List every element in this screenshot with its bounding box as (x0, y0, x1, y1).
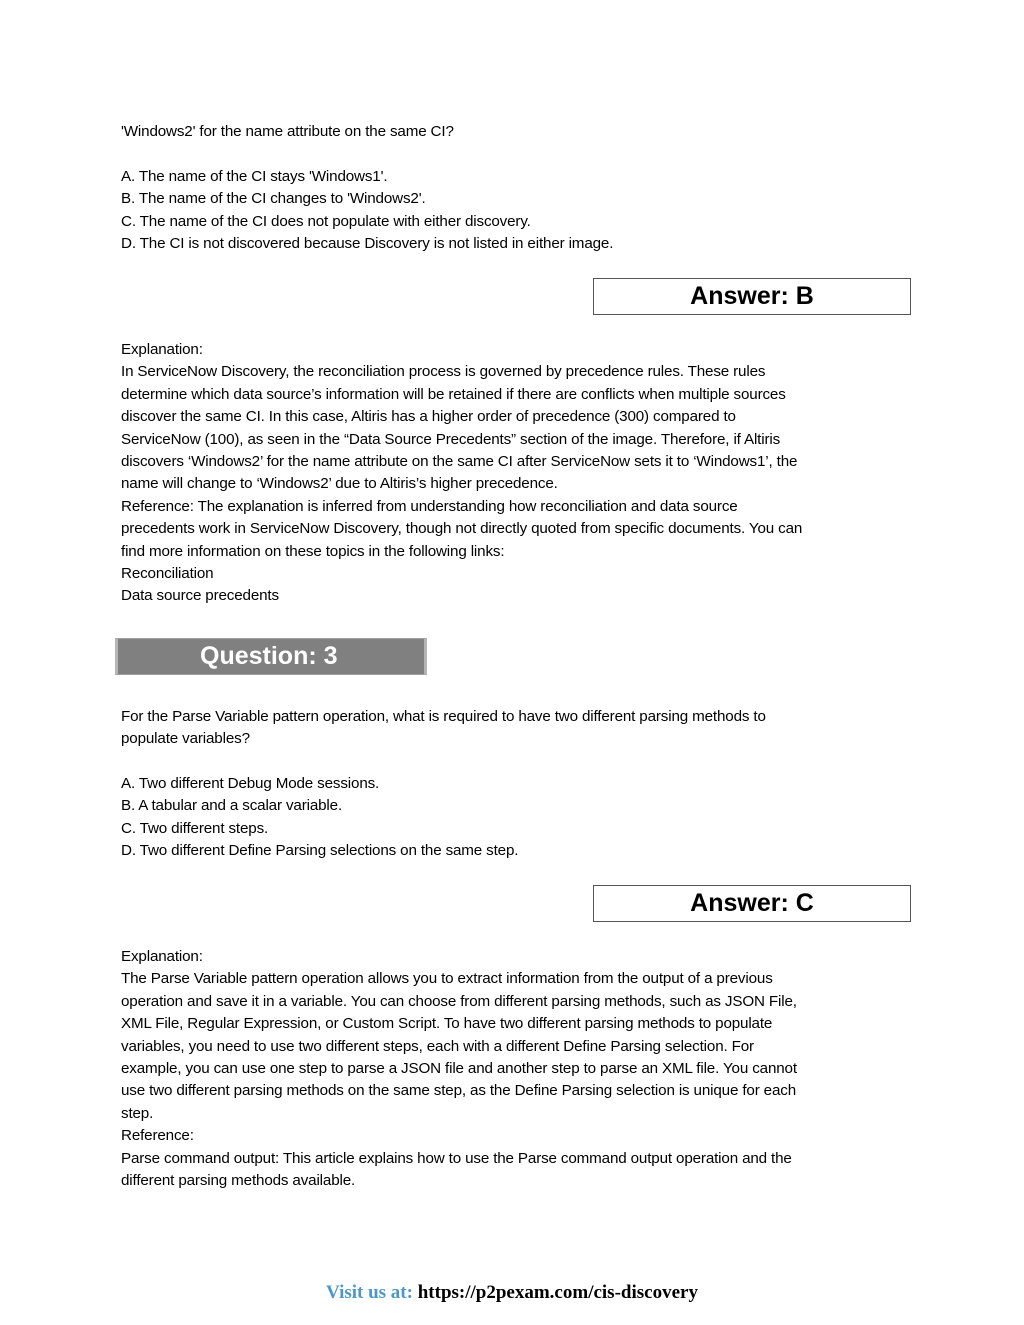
explanation-line: step. (121, 1104, 154, 1122)
explanation-block (121, 946, 911, 1192)
option-b: B. A tabular and a scalar variable. (121, 797, 343, 814)
explanation-line: ServiceNow (100), as seen in the “Data Source Precedents” section of the image. Therefore, if Altiris (121, 430, 781, 448)
question-stem-line: populate variables? (121, 730, 250, 748)
option-b: B. The name of the CI changes to 'Windows2'. (121, 190, 426, 207)
option-c: C. The name of the CI does not populate with either discovery. (121, 213, 531, 230)
explanation-line: operation and save it in a variable. You can choose from different parsing methods, such as JSON File, (121, 992, 797, 1010)
explanation-line: discover the same CI. In this case, Altiris has a higher order of precedence (300) compared to (121, 408, 736, 426)
footer (0, 1281, 1024, 1305)
answer-label: Answer: B (690, 282, 814, 310)
question-stem-tail: 'Windows2' for the name attribute on the same CI? (121, 123, 454, 140)
explanation-line: determine which data source’s information will be retained if there are conflicts when multiple sources (121, 385, 786, 403)
explanation-line: The Parse Variable pattern operation allows you to extract information from the output of a previous (121, 970, 773, 988)
answer-label: Answer: C (690, 889, 814, 917)
option-d: D. The CI is not discovered because Discovery is not listed in either image. (121, 235, 614, 252)
visit-label: Visit us at: (326, 1282, 413, 1303)
answer-box (593, 278, 911, 315)
reference-line: Parse command output: This article explains how to use the Parse command output operation and the (121, 1149, 792, 1167)
reference-link-reconciliation: Reconciliation (121, 565, 214, 583)
reference-line: Reference: The explanation is inferred from understanding how reconciliation and data source (121, 497, 738, 515)
reference-line: find more information on these topics in the following links: (121, 542, 505, 560)
option-d: D. Two different Define Parsing selections on the same step. (121, 842, 519, 859)
explanation-block (121, 339, 911, 608)
reference-line: precedents work in ServiceNow Discovery, though not directly quoted from specific documents. You can (121, 520, 803, 538)
option-c: C. Two different steps. (121, 820, 269, 837)
option-a: A. The name of the CI stays 'Windows1'. (121, 168, 388, 185)
explanation-line: example, you can use one step to parse a JSON file and another step to parse an XML file. You cannot (121, 1060, 797, 1078)
explanation-line: use two different parsing methods on the same step, as the Define Parsing selection is unique for each (121, 1082, 797, 1100)
answer-box (593, 885, 911, 922)
footer-url-link[interactable]: https://p2pexam.com/cis-discovery (417, 1282, 698, 1303)
explanation-line: In ServiceNow Discovery, the reconciliation process is governed by precedence rules. These rules (121, 363, 766, 381)
explanation-line: XML File, Regular Expression, or Custom Script. To have two different parsing methods to populate (121, 1015, 773, 1033)
question-stem-line: For the Parse Variable pattern operation, what is required to have two different parsing methods to (121, 708, 766, 725)
question-stem (121, 706, 911, 751)
question-number: Question: 3 (200, 642, 338, 670)
question-banner (115, 638, 427, 675)
explanation-heading: Explanation: (121, 341, 203, 358)
reference-heading: Reference: (121, 1127, 194, 1145)
explanation-heading: Explanation: (121, 948, 203, 965)
reference-link-data-source-precedents: Data source precedents (121, 587, 279, 605)
explanation-line: name will change to ‘Windows2’ due to Altiris’s higher precedence. (121, 475, 558, 493)
explanation-line: variables, you need to use two different steps, each with a different Define Parsing selection. For (121, 1037, 754, 1055)
option-a: A. Two different Debug Mode sessions. (121, 775, 380, 792)
explanation-line: discovers ‘Windows2’ for the name attribute on the same CI after ServiceNow sets it to ‘Windows1’, the (121, 453, 798, 471)
reference-line: different parsing methods available. (121, 1172, 356, 1190)
